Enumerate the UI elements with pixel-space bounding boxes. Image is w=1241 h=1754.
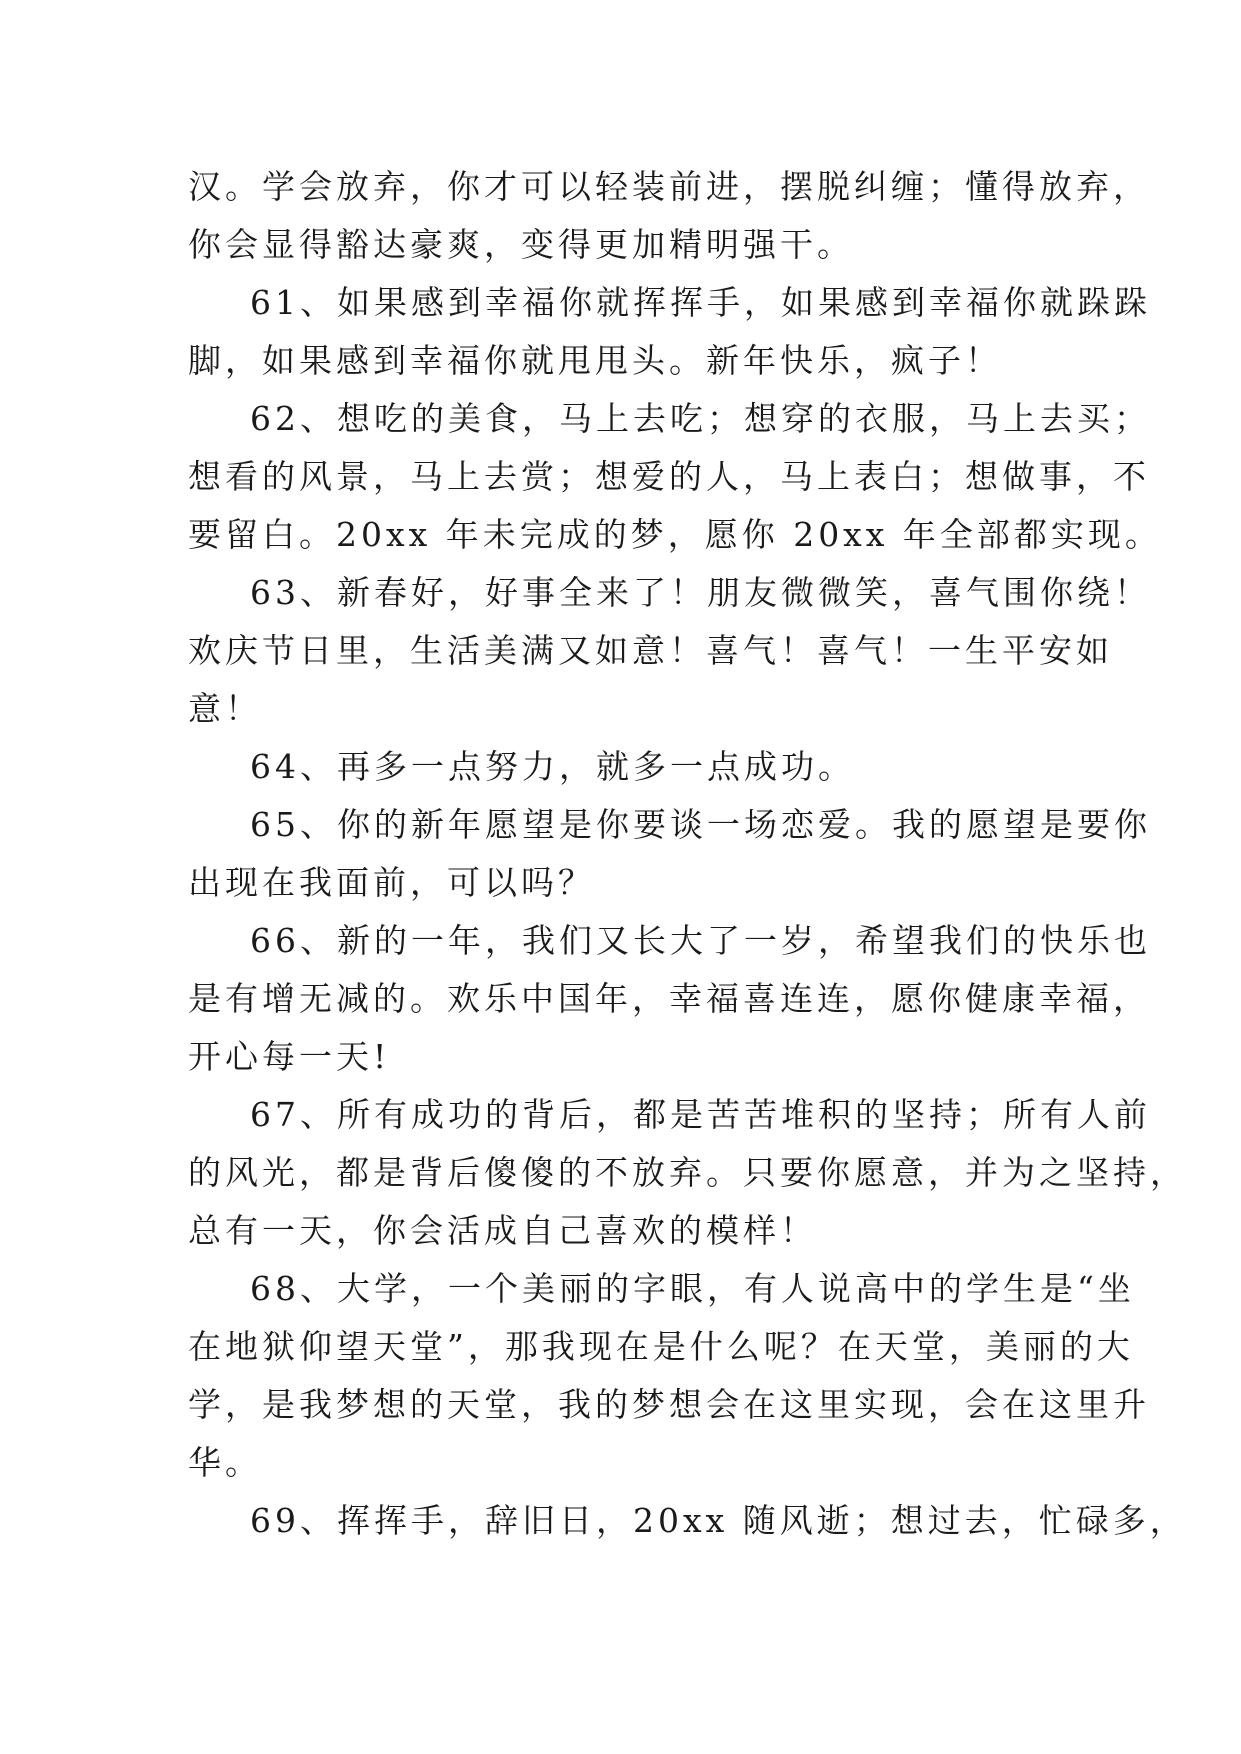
text-line: 汉。学会放弃，你才可以轻装前进，摆脱纠缠；懂得放弃， <box>188 167 1150 206</box>
text-line: 是有增无减的。欢乐中国年，幸福喜连连，愿你健康幸福， <box>188 979 1150 1018</box>
text-line: 的风光，都是背后傻傻的不放弃。只要你愿意，并为之坚持， <box>188 1153 1187 1192</box>
text-line: 学，是我梦想的天堂，我的梦想会在这里实现，会在这里升 <box>188 1385 1150 1424</box>
text-line: 69、挥挥手，辞旧日，20xx 随风逝；想过去，忙碌多， <box>250 1501 1187 1540</box>
text-line: 62、想吃的美食，马上去吃；想穿的衣服，马上去买； <box>250 399 1151 438</box>
text-line: 你会显得豁达豪爽，变得更加精明强干。 <box>188 225 854 264</box>
text-line: 总有一天，你会活成自己喜欢的模样！ <box>188 1211 817 1250</box>
text-line: 66、新的一年，我们又长大了一岁，希望我们的快乐也 <box>250 921 1151 960</box>
text-line: 想看的风景，马上去赏；想爱的人，马上表白；想做事，不 <box>188 457 1150 496</box>
text-line: 68、大学，一个美丽的字眼，有人说高中的学生是“坐 <box>250 1269 1135 1308</box>
paragraph-62 <box>188 390 1162 564</box>
text-line: 65、你的新年愿望是你要谈一场恋爱。我的愿望是要你 <box>250 805 1151 844</box>
text-line: 脚，如果感到幸福你就甩甩头。新年快乐，疯子！ <box>188 341 1002 380</box>
document-body <box>188 158 1187 1550</box>
paragraph-65 <box>188 796 1151 912</box>
paragraph-continuation <box>188 158 1150 274</box>
text-line: 63、新春好，好事全来了！朋友微微笑，喜气围你绕！ <box>250 573 1151 612</box>
paragraph-63 <box>188 564 1151 738</box>
text-line: 开心每一天! <box>188 1037 391 1076</box>
text-line: 67、所有成功的背后，都是苦苦堆积的坚持；所有人前 <box>250 1095 1151 1134</box>
paragraph-67 <box>188 1086 1187 1260</box>
text-line: 欢庆节日里，生活美满又如意！喜气！喜气！一生平安如 <box>188 631 1113 670</box>
paragraph-64 <box>188 738 1068 796</box>
paragraph-68 <box>188 1260 1150 1492</box>
paragraph-66 <box>188 912 1151 1086</box>
paragraph-69 <box>188 1492 1187 1550</box>
text-line: 意！ <box>188 689 262 728</box>
text-line: 64、再多一点努力，就多一点成功。 <box>250 747 855 786</box>
text-line: 出现在我面前，可以吗？ <box>188 863 595 902</box>
text-line: 61、如果感到幸福你就挥挥手，如果感到幸福你就跺跺 <box>250 283 1151 322</box>
text-line: 华。 <box>188 1443 262 1482</box>
text-line: 在地狱仰望天堂”，那我现在是什么呢？在天堂，美丽的大 <box>188 1327 1134 1366</box>
paragraph-61 <box>188 274 1151 390</box>
text-line: 要留白。20xx 年未完成的梦，愿你 20xx 年全部都实现。 <box>188 515 1162 554</box>
